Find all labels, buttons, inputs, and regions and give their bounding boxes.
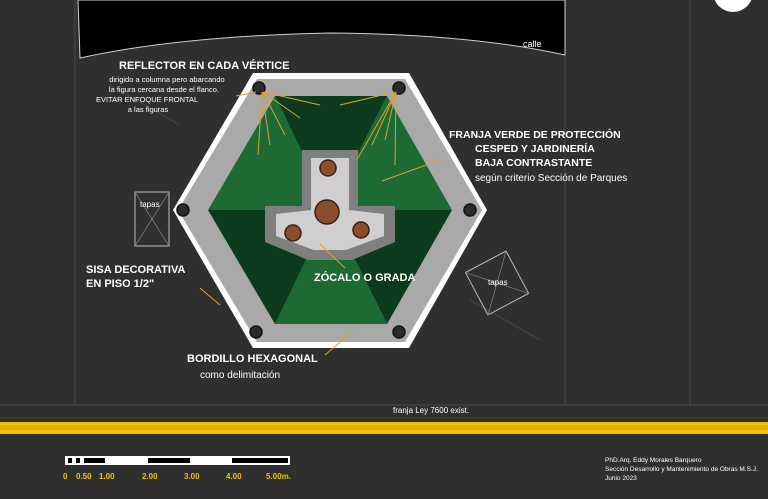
svg-text:5.00m.: 5.00m. — [266, 472, 291, 481]
svg-text:0.50: 0.50 — [76, 472, 92, 481]
bordillo-subtitle: como delimitación — [200, 370, 281, 381]
credits-block — [605, 457, 758, 482]
column-top — [320, 160, 336, 176]
street-label: calle — [523, 39, 542, 49]
tapas-right-label: tapas — [488, 278, 508, 287]
sisa-label: SISA DECORATIVA EN PISO 1/2" — [86, 264, 186, 290]
svg-text:1.00: 1.00 — [99, 472, 115, 481]
franja-ley-label: franja Ley 7600 exist. — [393, 406, 470, 415]
svg-text:Junio 2023: Junio 2023 — [605, 475, 637, 482]
column-center — [315, 200, 339, 224]
svg-text:Sección Desarrollo y Mantenimi: Sección Desarrollo y Mantenimiento de Obras M.S.J. — [605, 466, 758, 473]
reflector-right-icon — [464, 204, 476, 216]
logo-emblem — [713, 0, 753, 12]
reflector-bottom-left-icon — [250, 326, 262, 338]
column-right — [353, 222, 369, 238]
reflector-left-icon — [177, 204, 189, 216]
green-strip-label: FRANJA VERDE DE PROTECCIÓN CESPED Y JARDINERÍA BAJA CONTRASTANTE — [449, 129, 621, 169]
green-strip-criterion: según criterio Sección de Parques — [475, 173, 628, 184]
svg-text:4.00: 4.00 — [226, 472, 242, 481]
scale-ticks — [63, 472, 291, 481]
reflector-title: REFLECTOR EN CADA VÉRTICE — [119, 60, 290, 72]
bordillo-title: BORDILLO HEXAGONAL — [187, 353, 318, 365]
svg-text:3.00: 3.00 — [184, 472, 200, 481]
tapas-left — [135, 192, 169, 246]
svg-text:2.00: 2.00 — [142, 472, 158, 481]
reflector-bottom-right-icon — [393, 326, 405, 338]
zocalo-label: ZÓCALO O GRADA — [314, 272, 416, 284]
street-area — [78, 0, 565, 58]
tapas-left-label: tapas — [140, 200, 160, 209]
svg-text:0: 0 — [63, 472, 68, 481]
reflector-notes: dirigido a columna pero abarcando la figura cercana desde el flanco. EVITAR ENFOQUE FRONTAL a las figuras — [95, 75, 225, 114]
svg-text:PhD.Arq. Eddy Morales Barquero: PhD.Arq. Eddy Morales Barquero — [605, 457, 702, 464]
graphic-scale — [65, 456, 290, 465]
column-left — [285, 225, 301, 241]
